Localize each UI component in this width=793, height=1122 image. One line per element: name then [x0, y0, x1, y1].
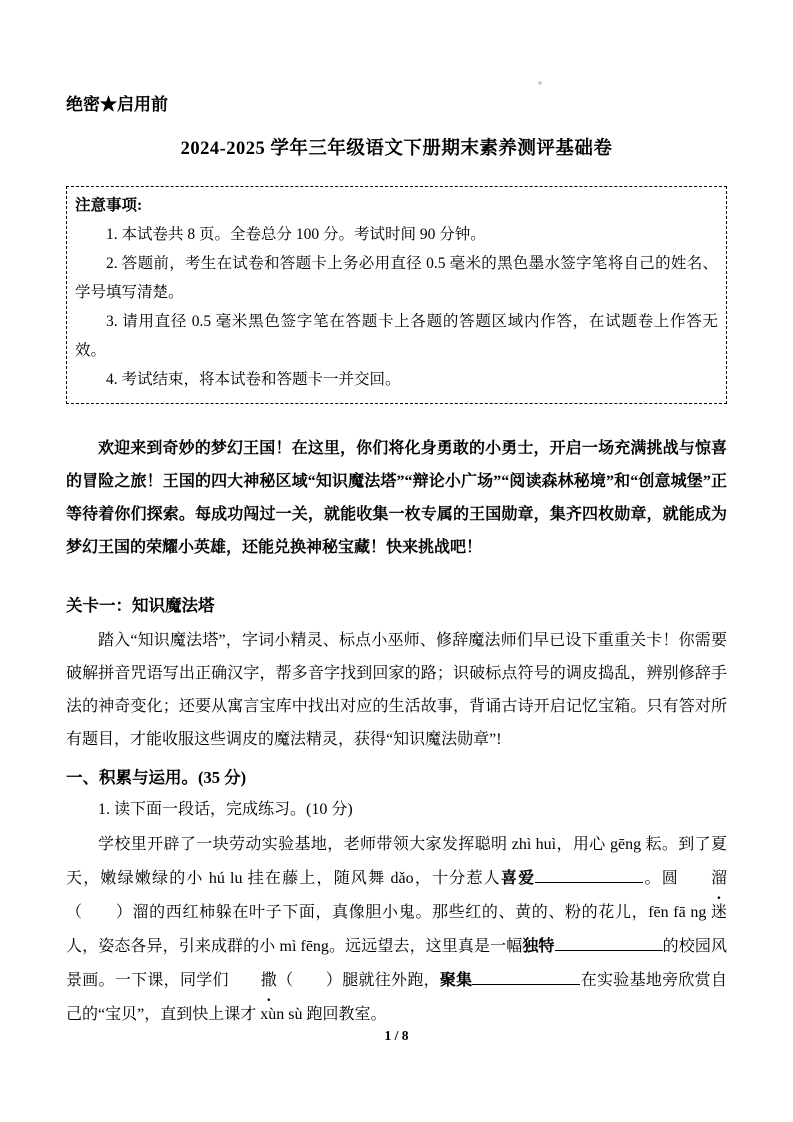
passage-run: 耘。到了夏天，嫩绿嫩绿的小: [66, 836, 727, 887]
passage-run: ，用心: [556, 836, 610, 853]
passage-run: 跑回教室。: [302, 1006, 387, 1023]
passage-run: 在实验基地旁欣赏自己的“宝贝”，直到快上课才: [66, 972, 727, 1023]
notice-item-2: 2. 答题前，考生在试卷和答题卡上务必用直径 0.5 毫米的黑色墨水签字笔将自己的姓名、学号填写清楚。: [75, 255, 718, 301]
passage-run: mì fēng: [279, 938, 329, 955]
page-title: 2024-2025 学年三年级语文下册期末素养测评基础卷: [180, 139, 613, 159]
passage-run: （ ）腿就往外跑，: [276, 972, 440, 989]
fill-in-blank: [472, 969, 580, 985]
passage-run: 。远远望去，这里真是一幅: [328, 938, 523, 955]
fill-in-blank: [535, 867, 643, 883]
passage-run: ，十分惹人: [413, 870, 501, 887]
passage-run: 的校园风景画。一下课，同学们: [66, 938, 727, 989]
passage-run: 独特: [522, 938, 555, 955]
level1-description: 踏入“知识魔法塔”，字词小精灵、标点小巫师、修辞魔法师们早已设下重重关卡！你需要破解拼音咒语写出正确汉字，帮多音字找到回家的路；识破标点符号的调皮捣乱，辨别修辞手法的神奇变化；还要从寓言宝库中找出对应的生活故事，背诵古诗开启记忆宝箱。只有答对所有题目，才能收服这些调皮的魔法精灵，获得“知识魔法勋章”!: [66, 632, 727, 748]
passage-run: zhì huì: [511, 836, 557, 853]
passage-run: 学校里开辟了一块劳动实验基地，老师带领大家发挥聪明: [98, 836, 512, 853]
notice-box: [66, 186, 727, 404]
notice-item-1: 1. 本试卷共 8 页。全卷总分 100 分。考试时间 90 分钟。: [106, 226, 486, 243]
passage-run: 。圆: [643, 870, 679, 887]
fill-in-blank: [555, 935, 663, 951]
intro-paragraph: 欢迎来到奇妙的梦幻王国！在这里，你们将化身勇敢的小勇士，开启一场充满挑战与惊喜的冒险之旅！王国的四大神秘区域“知识魔法塔”“辩论小广场”“阅读森林秘境”和“创意城堡”正等待着你们探索。每成功闯过一关，就能收集一枚专属的王国勋章，集齐四枚勋章，就能成为梦幻王国的荣耀小英雄，还能兑换神秘宝藏！快来挑战吧！: [66, 440, 727, 556]
passage-run: fēn fā ng: [648, 904, 707, 921]
classification-label: 绝密★启用前: [66, 95, 168, 114]
passage-run: 迷人，姿态各异，引来成群的小: [66, 904, 727, 955]
passage-run: 挂在藤上，随风舞: [242, 870, 391, 887]
page-number: 1 / 8: [384, 1028, 409, 1043]
passage-run: 聚集: [439, 972, 473, 989]
passage-run: （ ）溜的西红柿躲在叶子下面，真像胆小鬼。那些红的、黄的、粉的花儿，: [66, 904, 649, 921]
section1-heading: 一、积累与运用。(35 分): [66, 768, 247, 787]
stray-mark: [538, 81, 542, 85]
question1-label: 1. 读下面一段话，完成练习。(10 分): [98, 801, 353, 818]
passage-run: xùn sù: [260, 1006, 303, 1023]
passage-run: 喜爱: [500, 870, 536, 887]
notice-item-3: 3. 请用直径 0.5 毫米黑色签字笔在答题卡上各题的答题区域内作答，在试题卷上作答无效。: [75, 313, 718, 359]
passage-run: 撒: [260, 972, 277, 989]
passage-run: gēng: [609, 836, 642, 853]
level1-heading: 关卡一：知识魔法塔: [66, 596, 215, 615]
notice-item-4: 4. 考试结束，将本试卷和答题卡一并交回。: [106, 371, 401, 388]
passage-run: 溜: [710, 870, 727, 887]
notice-heading: 注意事项:: [75, 197, 143, 214]
question1-passage: [66, 828, 727, 1032]
passage-run: hú lu: [208, 870, 243, 887]
passage-run: dǎo: [390, 870, 414, 887]
